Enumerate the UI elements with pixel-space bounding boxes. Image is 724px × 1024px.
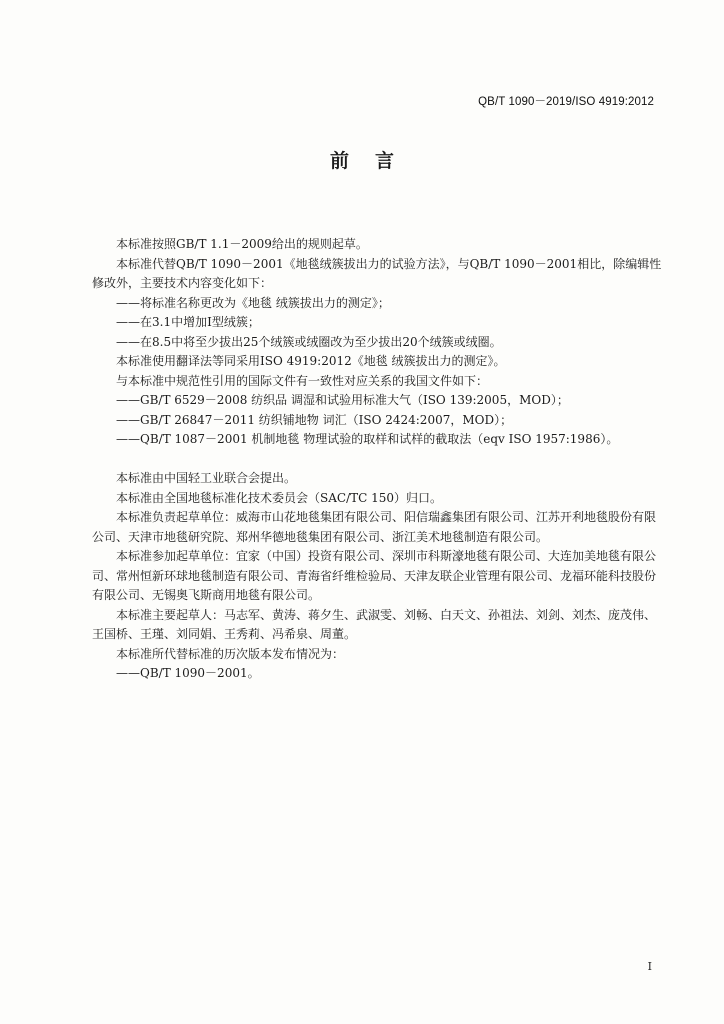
page-title: 前言 <box>329 150 420 172</box>
paragraph: 本标准代替QB/T 1090－2001《地毯绒簇拔出力的试验方法》，与QB/T 1090－2001相比，除编辑性修改外，主要技术内容变化如下： <box>92 256 662 290</box>
paragraph: 与本标准中规范性引用的国际文件有一致性对应关系的我国文件如下： <box>116 373 489 388</box>
list-item: ——GB/T 6529－2008 纺织品 调湿和试验用标准大气（ISO 139:2005，MOD）； <box>116 393 569 407</box>
foreword-body <box>92 235 662 684</box>
list-item: ——将标准名称更改为《地毯 绒簇拔出力的测定》； <box>116 295 390 310</box>
page-number: I <box>647 960 652 973</box>
paragraph: 本标准由全国地毯标准化技术委员会（SAC/TC 150）归口。 <box>116 490 443 505</box>
list-item: ——QB/T 1090－2001。 <box>116 666 260 680</box>
paragraph: 本标准参加起草单位：宜家（中国）投资有限公司、深圳市科斯濠地毯有限公司、大连加美地毯有限公司、常州恒新环球地毯制造有限公司、青海省纤维检验局、天津友联企业管理有限公司、龙福环能科技股份有限公司、无锡奥飞斯商用地毯有限公司。 <box>92 549 657 602</box>
paragraph: 本标准由中国轻工业联合会提出。 <box>116 471 297 485</box>
standard-code: QB/T 1090－2019/ISO 4919:2012 <box>478 96 654 108</box>
paragraph: 本标准所代替标准的历次版本发布情况为： <box>116 646 345 661</box>
paragraph: 本标准主要起草人：马志军、黄涛、蒋夕生、武淑雯、刘畅、白天文、孙祖法、刘剑、刘杰、庞茂伟、王国桥、王瑾、刘同娟、王秀莉、冯希泉、周董。 <box>92 607 657 641</box>
section-gap <box>92 450 662 470</box>
list-item: ——在3.1中增加I型绒簇； <box>116 315 260 329</box>
list-item: ——在8.5中将至少拔出25个绒簇或绒圈改为至少拔出20个绒簇或绒圈。 <box>116 334 502 349</box>
paragraph: 本标准负责起草单位：威海市山花地毯集团有限公司、阳信瑞鑫集团有限公司、江苏开利地毯股份有限公司、天津市地毯研究院、郑州华德地毯集团有限公司、浙江美术地毯制造有限公司。 <box>92 510 657 544</box>
paragraph: 本标准按照GB/T 1.1－2009给出的规则起草。 <box>116 237 368 251</box>
list-item: ——GB/T 26847－2011 纺织铺地物 词汇（ISO 2424:2007，MOD）； <box>116 412 513 427</box>
foreword-section-drafting <box>92 235 662 450</box>
foreword-section-organizations <box>92 469 662 684</box>
list-item: ——QB/T 1087－2001 机制地毯 物理试验的取样和试样的截取法（eqv ISO 1957:1986）。 <box>116 432 619 446</box>
paragraph: 本标准使用翻译法等同采用ISO 4919:2012《地毯 绒簇拔出力的测定》。 <box>116 354 506 368</box>
